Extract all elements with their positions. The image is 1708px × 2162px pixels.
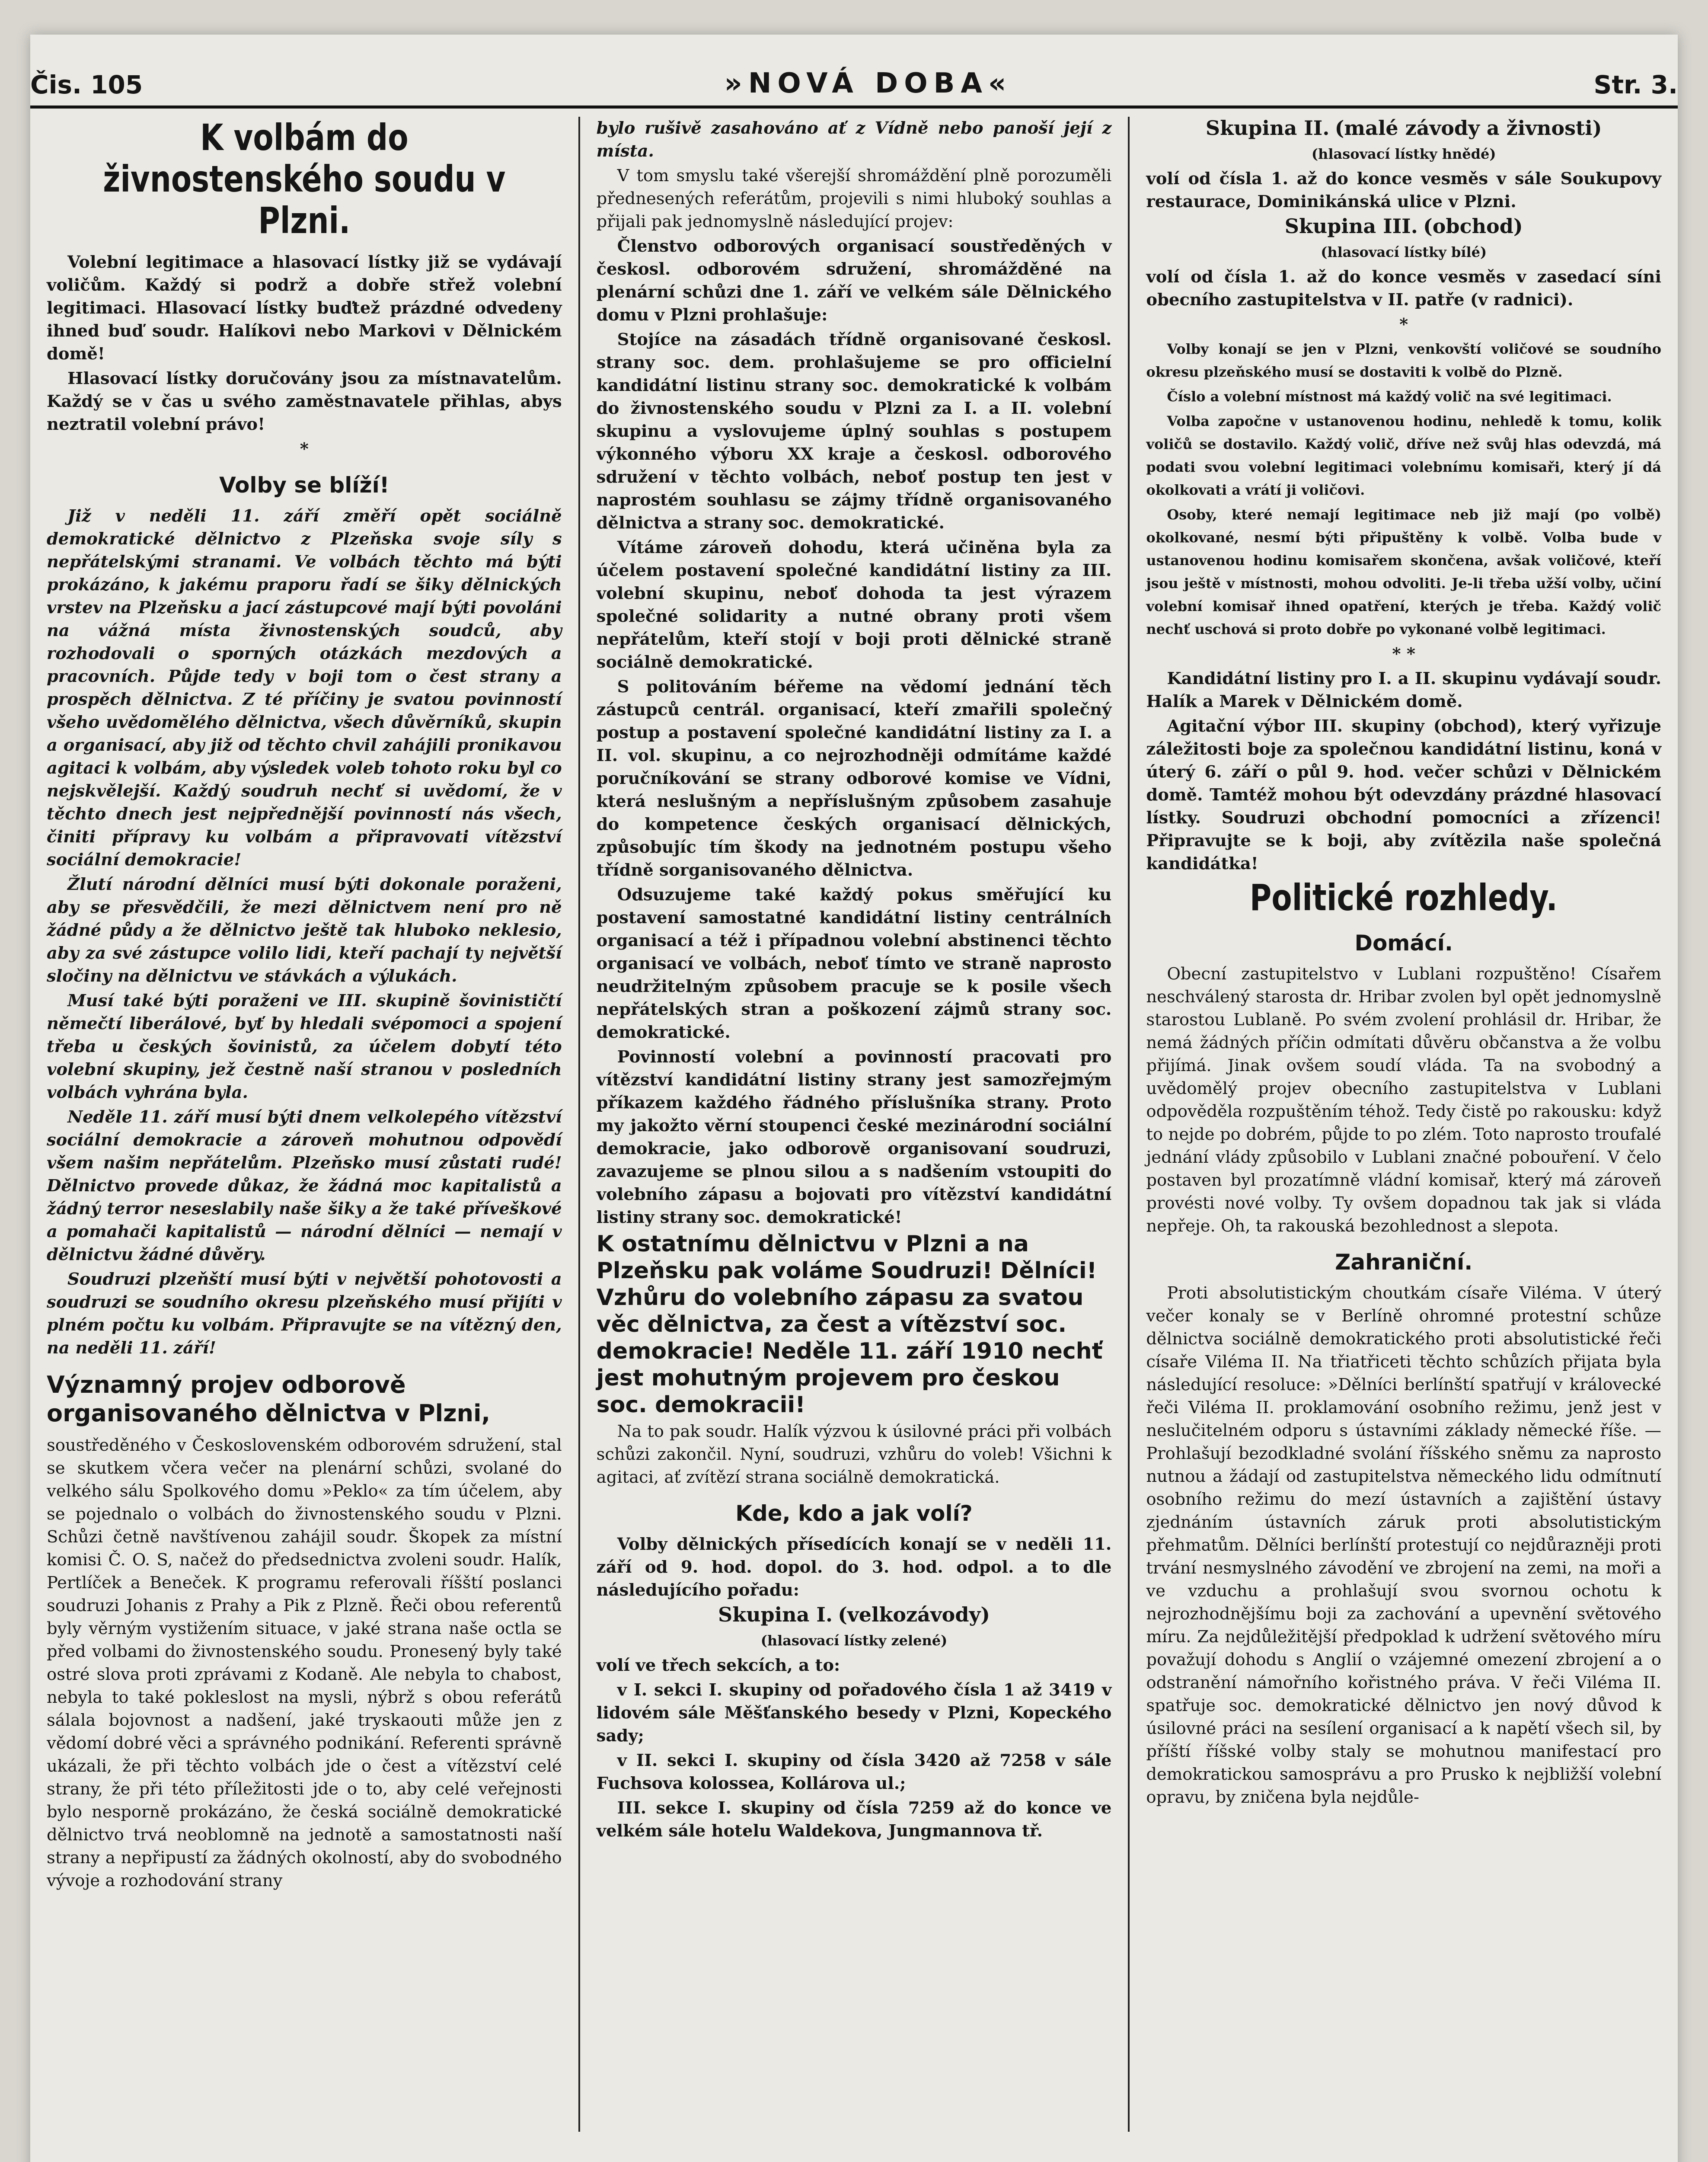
column-3 [1128,117,1678,2132]
column-1 [30,117,578,2132]
section-domestic: Domácí. [1354,931,1453,956]
paragraph: volí od čísla 1. až do konce vesměs v zasedací síni obecního zastupitelstva v II. patře (v radnici). [1146,267,1662,310]
paragraph: volí od čísla 1. až do konce vesměs v sále Soukupovy restaurace, Dominikánská ulice v Plzni. [1146,169,1662,211]
section-foreign: Zahraniční. [1335,1250,1473,1275]
group-3-heading [1146,215,1661,239]
paragraph: III. sekce I. skupiny od čísla 7259 až do konce ve velkém sále hotelu Waldekova, Jungmannova tř. [596,1798,1112,1841]
paragraph: volí ve třech sekcích, a to: [596,1656,840,1675]
paragraph: Hlasovací lístky doručovány jsou za místnavatelům. Každý se v čas u svého zaměstnavatele přihlas, abys neztratil volební právo! [47,369,562,434]
headline-politicke-rozhledy: Politické rozhledy. [1250,876,1558,919]
paragraph: Již v neděli 11. září změří opět sociálně demokratické dělnictvo z Plzeňska svoje síly s nepřátelskými stranami. Ve volbách těchto má býti prokázáno, k jakému praporu řadí se šiky dělnických vrstev na Plzeňsku a jací zástupcové mají býti povoláni na vážná místa živnostenských soudců, aby rozhodovali o sporných otázkách mezdových a pracovních. Půjde tedy v boji tom o čest strany a prospěch dělnictva. Z té příčiny je svatou povinností všeho uvědomělého dělnictva, všech důvěrníků, skupin a organisací, aby již od těchto chvil zahájili pronikavou agitaci k volbám, aby výsledek voleb tohoto roku byl co nejskvělejší. Každý soudruh nechť si uvědomí, že v těchto dnech jest nejpřednější povinností nás všech, činiti přípravy ku volbám a připravovati vítězství sociální demokracie! [47,506,562,870]
paragraph: v II. sekci I. skupiny od čísla 3420 až 7258 v sále Fuchsova kolossea, Kollárova ul.; [596,1751,1112,1793]
headline-elections: K volbám do živnostenského soudu v Plzni. [103,117,506,242]
paragraph: Proti absolutistickým choutkám císaře Viléma. V úterý večer konaly se v Berlíně ohromné protestní schůze dělnictva sociálně demokratického proti absolutistické řeči císaře Viléma II. Na třiatřiceti těchto schůzích přijata byla následující resoluce: »Dělníci berlínští spatřují v královecké řeči Viléma II. proklamování osobního režimu, jenž jest v neslučitelném odporu s ústavními základy německé říše. — Prohlašují bezodkladné svolání říšského sněmu za naprosto nutnou a žádají od zastupitelstva německého lidu odmítnutí osobního režimu do mezí ústavních a zajištění ústavy zjednáním ústavních záruk proti absolutistickým přehmatům. Dělníci berlínští protestují co nejdůrazněji proti trvání nesmyslného závodění ve zbrojení na zemi, na moři a ve vzduchu a prohlašují svou svornou ochotu k nejrozhodnějšímu boji za zachování a upevnění světového míru. Za nejdůležitější předpoklad k udržení světového míru považují dohodu s Anglií o vzájemné omezení zbrojení a o odstranění námořního kořistného práva. V řeči Viléma II. spatřuje soc. demokratické dělnictvo jen nový důvod k úsilovné práci na sesílení organisací a k napětí všech sil, by příští říšské volby staly se mohutnou manifestací pro demokratickou samosprávu a pro Prusko k nejbližší volební opravu, by zničena byla nejdůle- [1146,1283,1662,1807]
paragraph: Neděle 11. září musí býti dnem velkolepého vítězství sociální demokracie a zároveň mohutnou odpovědí všem našim nepřátelům. Plzeňsko musí zůstati rudé! Dělnictvo provede důkaz, že žádná moc kapitalistů a žádný terror neseslabily naše šiky a že také příveškové a pomahači kapitalistů — národní dělníci — nemají v dělnictvu žádné důvěry. [47,1107,562,1264]
issue-page: Str. 3. [1593,70,1678,99]
call-to-workers: K ostatnímu dělnictvu v Plzni a na Plzeňsku pak voláme Soudruzi! Dělníci! Vzhůru do volebního zápasu za svatou věc dělnictva, za čest a vítězství soc. demokracie! Neděle 11. září 1910 nechť jest mohutným projevem pro českou soc. demokracii! [596,1231,1103,1418]
headline-volby-se-blizi: Volby se blíží! [219,473,389,498]
paragraph: v I. sekci I. skupiny od pořadového čísla 1 až 3419 v lidovém sále Měšťanského besedy v Plzni, Kopeckého sady; [596,1680,1112,1746]
masthead [30,48,1678,109]
paragraph: soustředěného v Československém odborovém sdružení, stal se skutkem včera večer na plenární schůzi, svolané do velkého sálu Spolkového domu »Peklo« za tím účelem, aby se pojednalo o volbách do živnostenského soudu v Plzni. Schůzi četně navštívenou zahájil soudr. Škopek za místní komisi Č. O. S, načež do předsednictva zvoleni soudr. Halík, Pertlíček a Beneček. K programu referovali říšští poslanci soudruzi Johanis z Prahy a Pik z Plzně. Řeči obou referentů byly věrným vystižením situace, v jaké strana naše octla se před volbami do živnostenského soudu. Pronesený byly také ostré slova proti zprávami z Kodaně. Ale nebyla to chabost, nebyla to také pokleslost na mysli, nýbrž s obou referátů sálala bojovnost a nadšení, jaké tryskaouti může jen z vědomí dobré věci a správného podnikání. Referenti správně ukázali, že při těchto volbách jde o čest a vítězství celé strany, že při této příležitosti jde o to, aby celé veřejnosti bylo nesporně prokázáno, že česká sociálně demokratické dělnictvo trvá neoblomně na jednotě a samostatnosti naší strany a nepřipustí za žádných okolností, aby do svobodného vývoje a rozhodování strany [47,1436,562,1890]
group-2-type: (malé závody a živnosti) [1334,117,1602,140]
separator-stars: * * [1392,644,1416,664]
paragraph: Žlutí národní dělníci musí býti dokonale poraženi, aby se přesvědčili, že mezi dělnictvem není pro ně žádné půdy a že dělnictvo ještě tak hluboko neklesio, aby za své zástupce volilo lidi, kteří pachají ty největší sločiny na dělnictvu ve stávkách a výlukách. [47,875,562,986]
column-2 [578,117,1128,2132]
article-columns [30,117,1678,2132]
page-number: Čis. 105 [30,70,143,99]
group-1-type: (velkozávody) [838,1603,990,1626]
group-3-ballot: (hlasovací lístky bílé) [1321,244,1487,260]
paragraph: Soudruzi plzeňští musí býti v největší pohotovosti a soudruzi se soudního okresu plzeňského musí přijíti v plném počtu ku volbám. Připravujte se na vítězný den, na neděli 11. září! [47,1270,562,1358]
paragraph: V tom smyslu také všerejší shromáždění plně porozuměli přednesených referátům, projevili s nimi hluboký souhlas a přijali pak jednomyslně následující projev: [596,166,1112,231]
paragraph: Osoby, které nemají legitimace neb již mají (po volbě) okolkované, nesmí býti připuštěny k volbě. Volba bude v ustanovenou hodinu komisařem skončena, avšak voličové, kteří jsou ještě v místnosti, mohou odvoliti. Je-li třeba užší volby, učiní volební komisař ihned opatření, kterých je třeba. Každý volič nechť uschová si proto dobře po vykonané volbě legitimaci. [1146,506,1662,637]
paragraph: Musí také býti poraženi ve III. skupině šovinističtí němečtí liberálové, byť by hledali svépomoci a spojení třeba u českých šovinistů, za účelem dobytí této volební skupiny, jež čestně naší stranou v posledních volbách vyhrána byla. [47,991,562,1102]
paragraph: Odsuzujeme také každý pokus směřující ku postavení samostatné kandidátní listiny centrálních organisací a též i případnou volební abstinenci těchto organisací ve volbách, neboť tímto ve straně naprosto neudržitelným způsobem pracuje se k posile všech nepřátelských stran a poškození zájmů strany soc. demokratické. [596,885,1112,1042]
paragraph: bylo rušivě zasahováno ať z Vídně nebo panoší její z místa. [596,118,1112,161]
newspaper-title: »NOVÁ DOBA« [724,67,1012,99]
paragraph: Povinností volební a povinností pracovati pro vítězství kandidátní listiny strany jest samozřejmým příkazem každého řádného příslušníka strany. Proto my jakožto věrní stoupenci české mezinárodní sociální demokracie, jako odborově organisovaní soudruzi, zavazujeme se plnou silou a s nadšením vstoupiti do volebního zápasu a bojovati pro vítězství kandidátní listiny strany soc. demokratické! [596,1047,1112,1227]
separator-star: * [300,439,309,459]
paragraph: Stojíce na zásadách třídně organisované českosl. strany soc. dem. prohlašujeme se pro officielní kandidátní listinu strany soc. demokratické k volbám do živnostenského soudu v Plzni za I. a II. volební skupinu a vyslovujeme úplný souhlas s postupem výkonného výboru XX kraje a českosl. odborového sdružení v těchto volbách, neboť postup ten jest v naprostém souhlasu se zájmy třídně organisovaného dělnictva a strany soc. demokratické. [596,330,1112,533]
paragraph: Číslo a volební místnost má každý volič na své legitimaci. [1167,388,1612,405]
group-2-ballot: (hlasovací lístky hnědé) [1311,146,1496,162]
paragraph: Na to pak soudr. Halík výzvou k úsilovné práci při volbách schůzi zakončil. Nyní, soudruzi, vzhůru do voleb! Všichni k agitaci, ať zvítězí strana sociálně demokratická. [596,1422,1112,1487]
group-2-heading [1146,117,1661,141]
group-3-title: Skupina III. [1284,214,1418,238]
group-3-type: (obchod) [1423,214,1523,238]
paragraph: Obecní zastupitelstvo v Lublani rozpuštěno! Císařem neschválený starosta dr. Hribar zvolen byl opět jednomyslně starostou Lublaně. Po svém zvolení prohlásil dr. Hribar, že nemá žádných příčin odmítati důvěru občanstva a že volbu přijímá. Jinak ovšem soudí vláda. Ta na svobodný a uvědomělý projev obecního zastupitelstva v Lublani odpověděla rozpuštěním téhož. Tedy čistě po rakousku: když to nejde po dobrém, půjde to po zlém. Toto naprosto troufalé jednání vlády způsobilo v Lublani značné pobouření. V čelo postaven byl prozatímně vládní komisař, který má zároveň provésti nové volby. Ty ovšem dopadnou tak jak si vláda nepřeje. Oh, ta rakouská bezohlednost a slepota. [1146,964,1662,1236]
separator-star: * [1399,315,1408,334]
paragraph: Kandidátní listiny pro I. a II. skupinu vydávají soudr. Halík a Marek v Dělnickém domě. [1146,669,1662,711]
paragraph: Volby konají se jen v Plzni, venkovští voličové se soudního okresu plzeňského musí se dostaviti k volbě do Plzně. [1146,341,1662,380]
paragraph: S politováním béřeme na vědomí jednání těch zástupců centrál. organisací, kteří zmařili společný postup a postavení společné kandidátní listiny za I. a II. vol. skupinu, a co nejrozhodněji odmítáme každé poručníkování se strany odborové komise ve Vídni, která neslušným a nepříslušným způsobem zasahuje do kompetence českých organisací dělnických, způsobujíc tím škody na jednotném postupu všeho třídně sorganisovaného dělnictva. [596,677,1112,880]
paragraph: Volba započne v ustanovenou hodinu, nehledě k tomu, kolik voličů se dostavilo. Každý volič, dříve než svůj hlas odevzdá, má podati svou volební legitimaci volebnímu komisaři, který jí dá okolkovati a vrátí ji voličovi. [1146,413,1662,498]
paragraph: Volby dělnických přísedících konají se v neděli 11. září od 9. hod. dopol. do 3. hod. odpol. a to dle následujícího pořadu: [596,1535,1112,1600]
paragraph: Agitační výbor III. skupiny (obchod), který vyřizuje záležitosti boje za společnou kandidátní listinu, koná v úterý 6. září o půl 9. hod. večer schůzi v Dělnickém domě. Tamtéž mohou být odevzdány prázdné hlasovací lístky. Soudruzi obchodní pomocníci a zřízenci! Připravujte se k boji, aby zvítězila naše společná kandidátka! [1146,716,1662,873]
group-1-heading [597,1603,1112,1628]
headline-kde-kdo-jak-voli: Kde, kdo a jak volí? [735,1501,973,1526]
paragraph: Volební legitimace a hlasovací lístky již se vydávají voličům. Každý si podrž a dobře střež volební legitimaci. Hlasovací lístky buďtež prázdné odvedeny ihned buď soudr. Halíkovi nebo Markovi v Dělnickém domě! [47,253,562,364]
group-1-title: Skupina I. [718,1603,833,1626]
group-2-title: Skupina II. [1205,117,1330,140]
paragraph: Vítáme zároveň dohodu, která učiněna byla za účelem postavení společné kandidátní listiny za III. volební skupinu, neboť dohoda ta jest výrazem společné solidarity a nutné obrany proti všem nepřátelům, kteří stojí v boji proti dělnické straně sociálně demokratické. [596,538,1112,672]
paragraph: Členstvo odborových organisací soustředěných v českosl. odborovém sdružení, shromážděné na plenární schůzi dne 1. září ve velkém sále Dělnického domu v Plzni prohlašuje: [596,237,1112,325]
group-1-ballot: (hlasovací lístky zelené) [760,1632,948,1649]
headline-vyznamny-projev: Významný projev odborově organisovaného dělnictva v Plzni, [47,1371,491,1427]
